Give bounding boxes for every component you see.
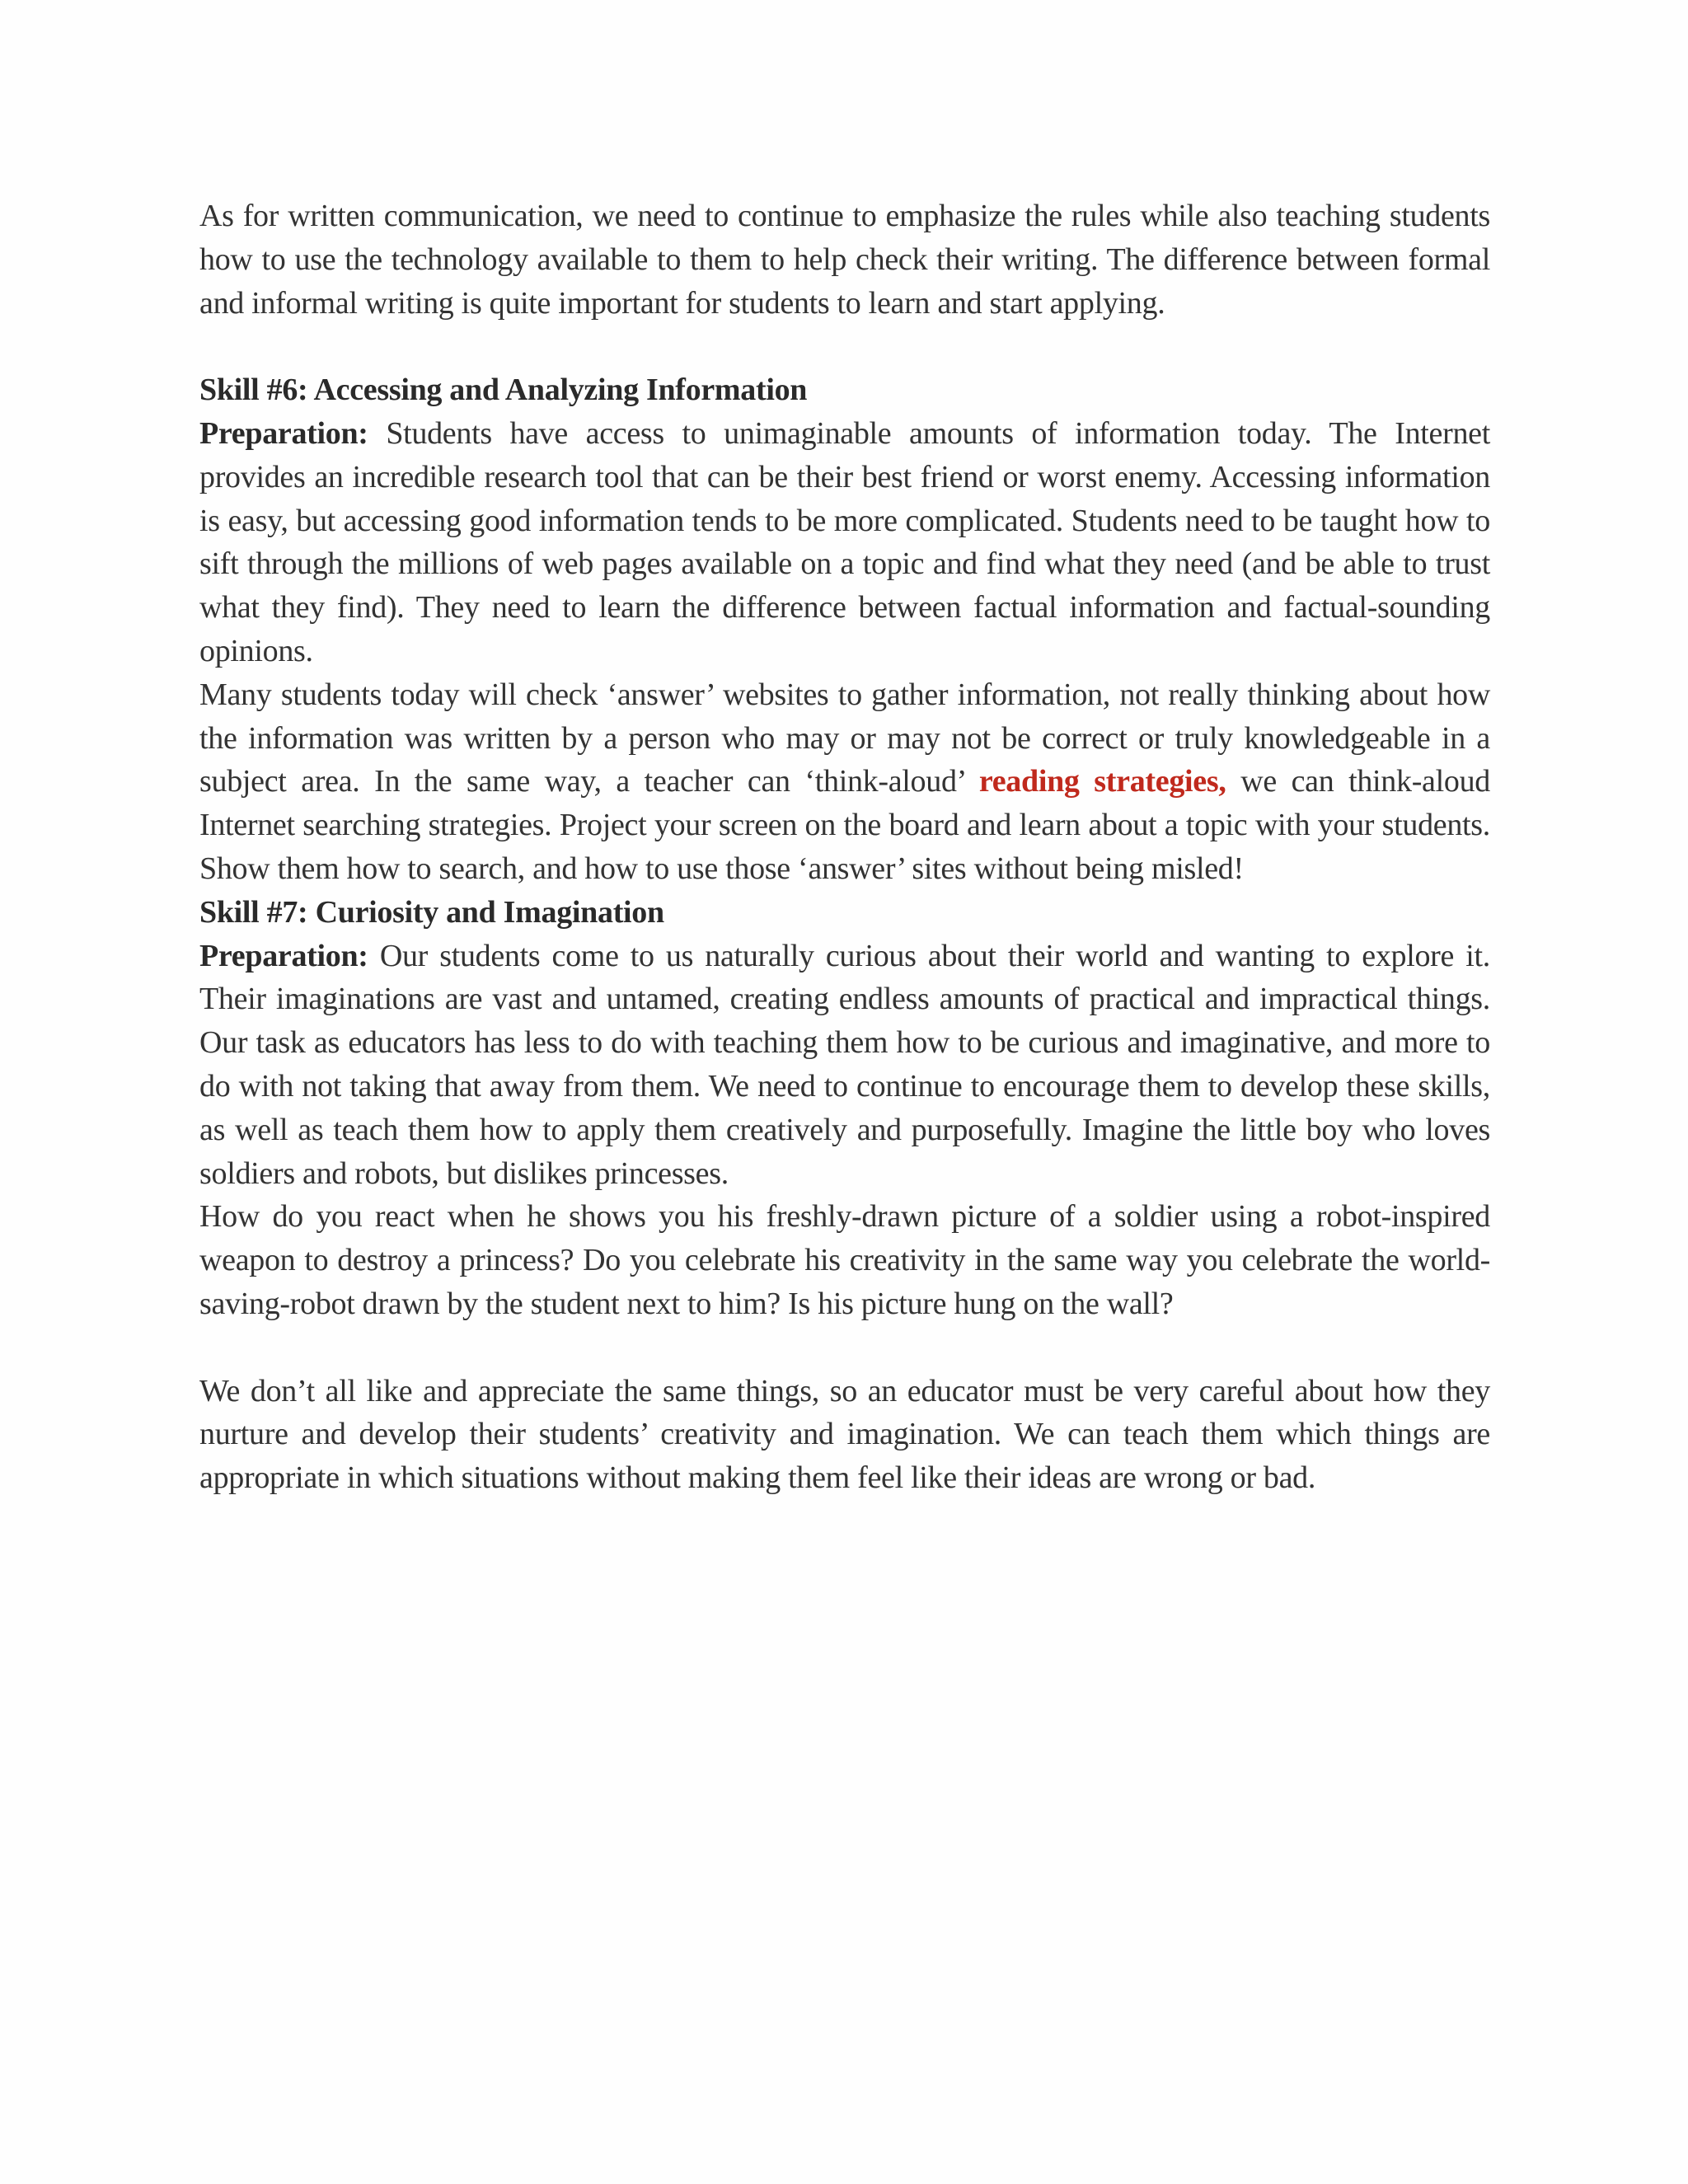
skill7-heading: Skill #7: Curiosity and Imagination: [199, 894, 664, 930]
skill6-answer-websites-paragraph: [199, 673, 1490, 891]
skill6-paragraph2-end: we can think-aloud Internet searching strategies. Project your screen on the board and learn about a topic with your students. Show them how to search, and how to use those ‘answer’ sites without being misled!: [199, 764, 1490, 886]
skill6-preparation-label: Preparation:: [199, 415, 368, 451]
paragraph-written-communication: As for written communication, we need to continue to emphasize the rules while also teaching students how to use the technology available to them to help check their writing. The difference between formal and informal writing is quite important for students to learn and start applying.: [199, 199, 1490, 321]
paragraph-spacer: [199, 1326, 1490, 1370]
document-body: [199, 194, 1490, 1500]
skill7-preparation-paragraph: [199, 935, 1490, 1196]
skill6-preparation-paragraph: [199, 412, 1490, 673]
reading-strategies-link[interactable]: reading strategies,: [978, 764, 1226, 799]
skill6-heading: Skill #6: Accessing and Analyzing Information: [199, 373, 808, 408]
skill7-appreciation-paragraph: We don’t all like and appreciate the same things, so an educator must be very careful about how they nurture and develop their students’ creativity and imagination. We can teach them which things are appropriate in which situations without making them feel like their ideas are wrong or bad.: [199, 1373, 1490, 1496]
skill6-preparation-text: Students have access to unimaginable amounts of information today. The Internet provides an incredible research tool that can be their best friend or worst enemy. Accessing information is easy, but accessing good information tends to be more complicated. Students need to be taught how to sift through the millions of web pages available on a topic and find what they need (and be able to trust what they find). They need to learn the difference between factual information and factual-sounding opinions.: [199, 415, 1490, 668]
skill6-paragraph2-start: Many students today will check ‘answer’ websites to gather information, not really thinking about how the information was written by a person who may or may not be correct or truly knowledgeable in a subject area. In the same way, a teacher can ‘think-aloud’: [199, 677, 1490, 799]
skill7-preparation-text: Our students come to us naturally curious about their world and wanting to explore it. Their imaginations are vast and untamed, creating endless amounts of practical and impractical things. Our task as educators has less to do with teaching them how to be curious and imaginative, and more to do with not taking that away from them. We need to continue to encourage them to develop these skills, as well as teach them how to apply them creatively and purposefully. Imagine the little boy who loves soldiers and robots, but dislikes princesses.: [199, 938, 1490, 1191]
skill7-reaction-paragraph: How do you react when he shows you his freshly-drawn picture of a soldier using a robot-inspired weapon to destroy a princess? Do you celebrate his creativity in the same way you celebrate the world-saving-robot drawn by the student next to him? Is his picture hung on the wall?: [199, 1199, 1490, 1321]
paragraph-spacer: [199, 325, 1490, 368]
skill7-preparation-label: Preparation:: [199, 938, 368, 973]
